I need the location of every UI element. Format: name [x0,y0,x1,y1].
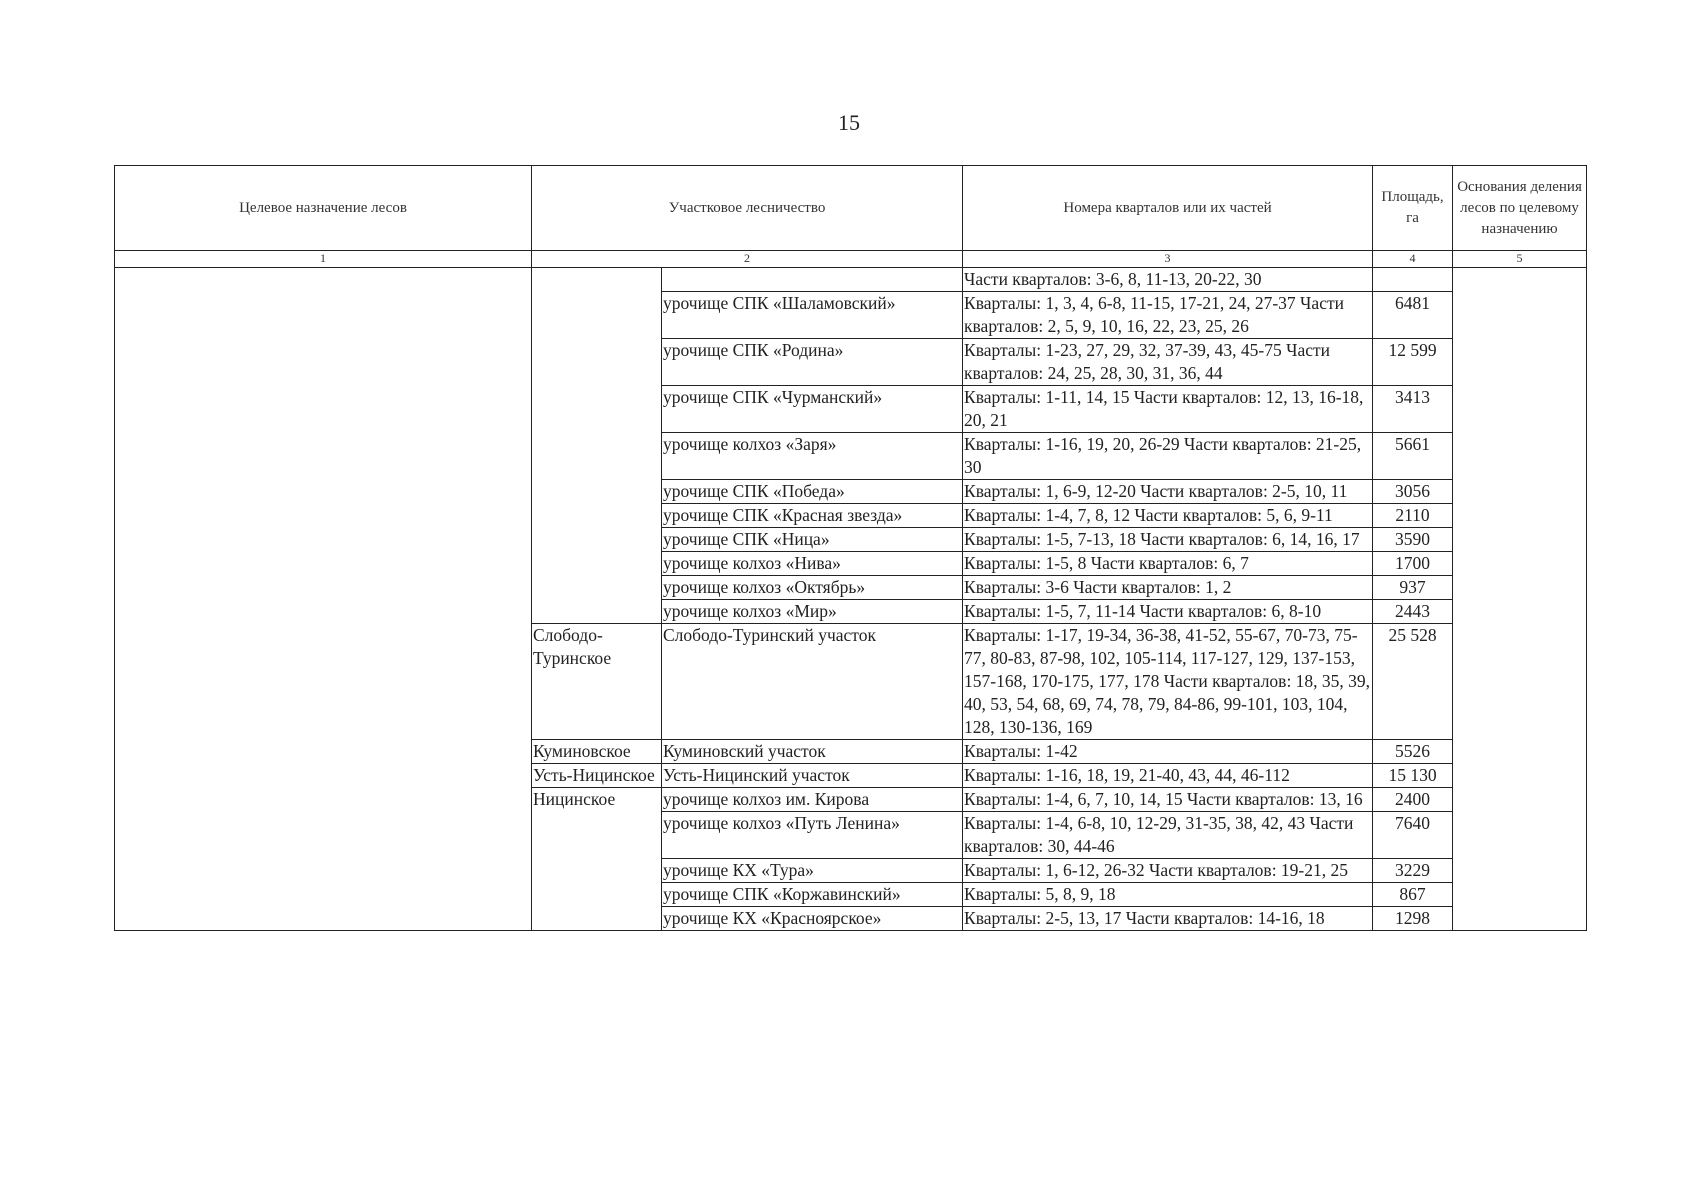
header-row [115,166,1587,251]
area-cell: 2400 [1373,788,1453,812]
header-basis: Основания деления лесов по целевому назначению [1453,166,1587,251]
column-number: 2 [532,251,963,268]
area-cell: 25 528 [1373,624,1453,740]
header-purpose: Целевое назначение лесов [115,166,532,251]
forestry-cell: Усть-Ницинское [532,764,662,788]
tract-cell: урочище колхоз «Октябрь» [662,576,963,600]
area-cell: 12 599 [1373,339,1453,386]
quarters-cell: Кварталы: 3-6 Части кварталов: 1, 2 [963,576,1373,600]
tract-cell: Слободо-Туринский участок [662,624,963,740]
area-cell: 3229 [1373,859,1453,883]
quarters-cell: Кварталы: 1-23, 27, 29, 32, 37-39, 43, 45-75 Части кварталов: 24, 25, 28, 30, 31, 36, 44 [963,339,1373,386]
header-forestry: Участковое лесничество [532,166,963,251]
quarters-cell: Кварталы: 1, 6-9, 12-20 Части кварталов: 2-5, 10, 11 [963,480,1373,504]
tract-cell: Куминовский участок [662,740,963,764]
forestry-cell [532,268,662,624]
tract-cell: урочище колхоз «Нива» [662,552,963,576]
quarters-cell: Кварталы: 1, 3, 4, 6-8, 11-15, 17-21, 24, 27-37 Части кварталов: 2, 5, 9, 10, 16, 22, 23, 25, 26 [963,292,1373,339]
forestry-cell: Куминовское [532,740,662,764]
tract-cell: урочище колхоз «Мир» [662,600,963,624]
quarters-cell: Кварталы: 1-4, 6-8, 10, 12-29, 31-35, 38, 42, 43 Части кварталов: 30, 44-46 [963,812,1373,859]
area-cell: 1700 [1373,552,1453,576]
area-cell: 15 130 [1373,764,1453,788]
quarters-cell: Кварталы: 1-17, 19-34, 36-38, 41-52, 55-67, 70-73, 75-77, 80-83, 87-98, 102, 105-114, 117-127, 129, 137-153, 157-168, 170-175, 177, 178 Части кварталов: 18, 35, 39, 40, 53, 54, 68, 69, 74, 78, 79, 84-86, 99-101, 103, 104, 128, 130-136, 169 [963,624,1373,740]
area-cell: 5661 [1373,433,1453,480]
tract-cell: урочище СПК «Победа» [662,480,963,504]
quarters-cell: Кварталы: 5, 8, 9, 18 [963,883,1373,907]
quarters-cell: Кварталы: 1-16, 19, 20, 26-29 Части кварталов: 21-25, 30 [963,433,1373,480]
quarters-cell: Части кварталов: 3-6, 8, 11-13, 20-22, 30 [963,268,1373,292]
area-cell: 3056 [1373,480,1453,504]
quarters-cell: Кварталы: 1-16, 18, 19, 21-40, 43, 44, 46-112 [963,764,1373,788]
tract-cell: урочище СПК «Чурманский» [662,386,963,433]
forestry-cell: Слободо-Туринское [532,624,662,740]
column-number: 3 [963,251,1373,268]
column-number: 1 [115,251,532,268]
tract-cell: Усть-Ницинский участок [662,764,963,788]
area-cell: 5526 [1373,740,1453,764]
quarters-cell: Кварталы: 1-4, 6, 7, 10, 14, 15 Части кварталов: 13, 16 [963,788,1373,812]
quarters-cell: Кварталы: 1-42 [963,740,1373,764]
tract-cell: урочище колхоз им. Кирова [662,788,963,812]
page-number: 15 [838,110,860,135]
area-cell: 6481 [1373,292,1453,339]
quarters-cell: Кварталы: 1-5, 7-13, 18 Части кварталов: 6, 14, 16, 17 [963,528,1373,552]
area-cell: 1298 [1373,907,1453,931]
area-cell: 3590 [1373,528,1453,552]
tract-cell: урочище СПК «Родина» [662,339,963,386]
area-cell: 7640 [1373,812,1453,859]
forestry-cell: Ницинское [532,788,662,931]
header-area: Площадь, га [1373,166,1453,251]
column-number: 5 [1453,251,1587,268]
quarters-cell: Кварталы: 1, 6-12, 26-32 Части кварталов: 19-21, 25 [963,859,1373,883]
tract-cell: урочище СПК «Коржавинский» [662,883,963,907]
area-cell: 2110 [1373,504,1453,528]
purpose-cell [115,268,532,931]
column-number-row [115,251,1587,268]
tract-cell: урочище СПК «Красная звезда» [662,504,963,528]
area-cell [1373,268,1453,292]
area-cell: 937 [1373,576,1453,600]
area-cell: 867 [1373,883,1453,907]
tract-cell: урочище СПК «Шаламовский» [662,292,963,339]
tract-cell: урочище колхоз «Заря» [662,433,963,480]
header-quarters: Номера кварталов или их частей [963,166,1373,251]
tract-cell: урочище КХ «Красноярское» [662,907,963,931]
column-number: 4 [1373,251,1453,268]
quarters-cell: Кварталы: 2-5, 13, 17 Части кварталов: 14-16, 18 [963,907,1373,931]
tract-cell: урочище колхоз «Путь Ленина» [662,812,963,859]
quarters-cell: Кварталы: 1-11, 14, 15 Части кварталов: 12, 13, 16-18, 20, 21 [963,386,1373,433]
table-row [115,268,1587,292]
quarters-cell: Кварталы: 1-4, 7, 8, 12 Части кварталов: 5, 6, 9-11 [963,504,1373,528]
quarters-cell: Кварталы: 1-5, 7, 11-14 Части кварталов: 6, 8-10 [963,600,1373,624]
area-cell: 3413 [1373,386,1453,433]
tract-cell: урочище КХ «Тура» [662,859,963,883]
basis-cell [1453,268,1587,931]
quarters-cell: Кварталы: 1-5, 8 Части кварталов: 6, 7 [963,552,1373,576]
forest-allocation-table [114,165,1587,931]
tract-cell: урочище СПК «Ница» [662,528,963,552]
tract-cell [662,268,963,292]
area-cell: 2443 [1373,600,1453,624]
